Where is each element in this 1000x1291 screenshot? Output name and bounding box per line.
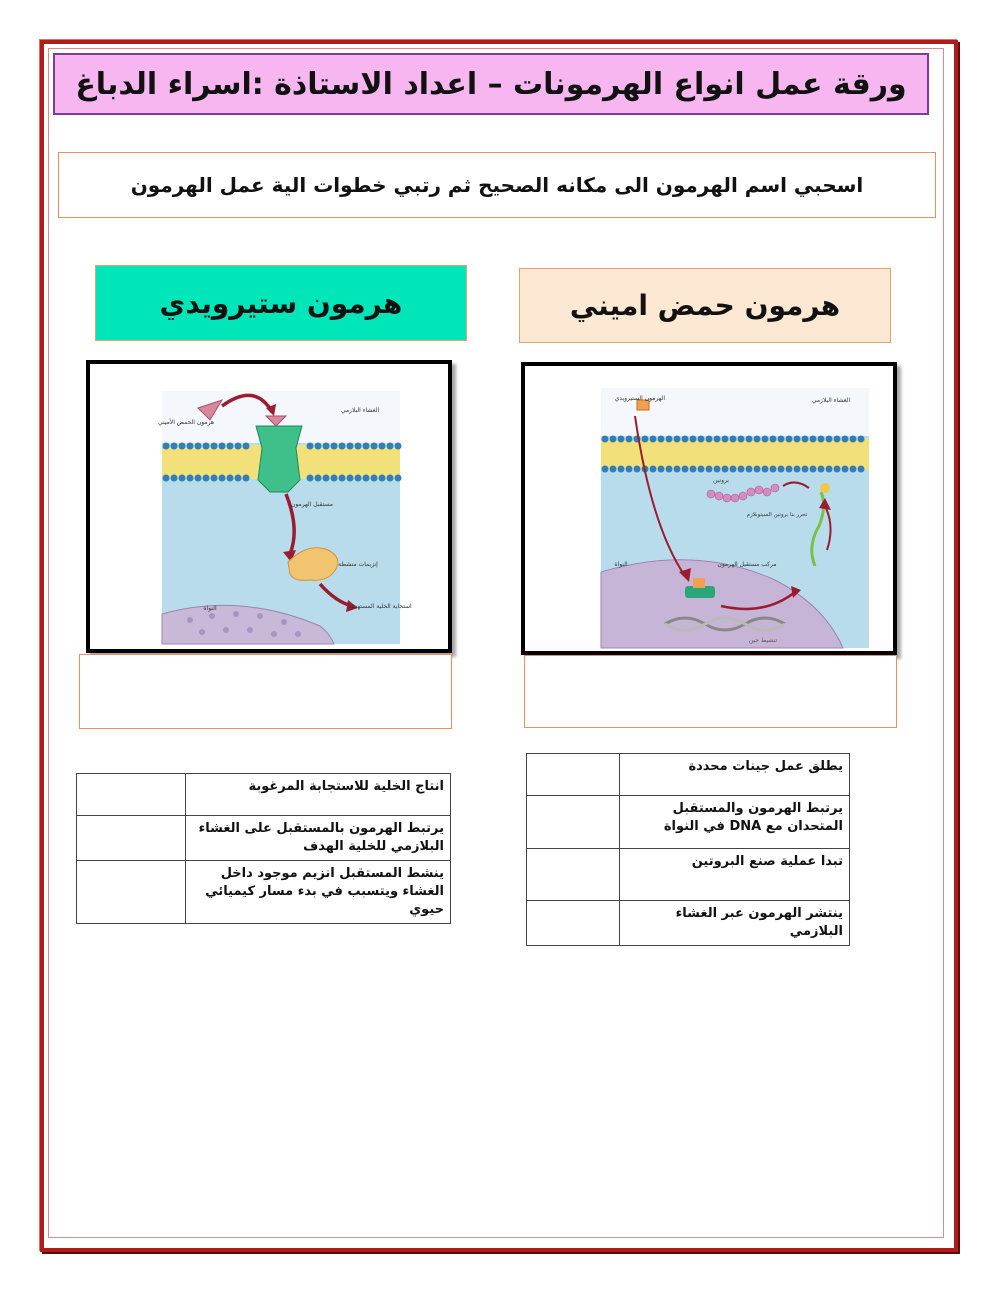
step-order-cell[interactable] [77, 861, 186, 924]
label-nucleus: النواة [614, 561, 628, 568]
amino-diagram-svg [90, 364, 448, 649]
amino-hormone-label[interactable]: هرمون حمض اميني [519, 268, 891, 343]
step-order-cell[interactable] [527, 754, 620, 796]
table-row [527, 901, 850, 946]
step-order-cell[interactable] [527, 849, 620, 901]
step-text: يطلق عمل جينات محددة [620, 754, 850, 796]
table-row [77, 774, 451, 816]
label-release: تحرر بنا بروتين السيتوبلازم [746, 512, 808, 518]
step-order-cell[interactable] [527, 796, 620, 849]
label-receptor: مستقبل الهرمون [291, 501, 333, 508]
table-row [527, 754, 850, 796]
step-text: تبدا عملية صنع البروتين [620, 849, 850, 901]
label-nucleus: النواة [203, 605, 217, 612]
receptor-protein [256, 426, 302, 492]
label-protein: بروتين [713, 477, 729, 484]
table-row [77, 861, 451, 924]
step-text: ينتشر الهرمون عبر الغشاء البلازمي [620, 901, 850, 946]
worksheet-title: ورقة عمل انواع الهرمونات – اعداد الاستاذة :اسراء الدباغ [53, 53, 929, 115]
step-text: ينشط المستقبل انزيم موجود داخل الغشاء ويتسبب في بدء مسار كيميائي حيوي [186, 861, 451, 924]
label-membrane: الغشاء البلازمي [340, 407, 380, 414]
step-text: يرتبط الهرمون والمستقبل المتحدان مع DNA في النواة [620, 796, 850, 849]
steps-table-right [526, 753, 850, 946]
step-text: يرتبط الهرمون بالمستقبل على الغشاء البلازمي للخلية الهدف [186, 816, 451, 861]
step-order-cell[interactable] [527, 901, 620, 946]
drop-zone-left[interactable] [79, 654, 452, 729]
drop-zone-right[interactable] [524, 655, 897, 728]
steroid-hormone-label[interactable]: هرمون ستيرويدي [95, 265, 467, 341]
label-steroid-hormone: الهرمون الستيرويدي [614, 395, 665, 402]
table-row [77, 816, 451, 861]
label-gene: تنشيط جين [748, 637, 778, 644]
step-order-cell[interactable] [77, 816, 186, 861]
table-row [527, 849, 850, 901]
steroid-hormone-diagram [521, 362, 897, 655]
label-membrane: الغشاء البلازمي [811, 397, 851, 404]
step-text: انتاج الخلية للاستجابة المرغوبة [186, 774, 451, 816]
label-response: استجابة الخلية المستهدفة [348, 603, 412, 610]
label-hormone: هرمون الحمض الأميني [157, 419, 215, 426]
steroid-diagram-svg [525, 366, 893, 651]
table-row [527, 796, 850, 849]
step-order-cell[interactable] [77, 774, 186, 816]
instruction-box: اسحبي اسم الهرمون الى مكانه الصحيح ثم رتبي خطوات الية عمل الهرمون [58, 152, 936, 218]
amino-hormone-diagram [86, 360, 452, 653]
label-enzyme: إنزيمات منشطة [338, 561, 378, 568]
label-complex: مركب مستقبل الهرمون [717, 561, 777, 568]
steps-table-left [76, 773, 451, 924]
